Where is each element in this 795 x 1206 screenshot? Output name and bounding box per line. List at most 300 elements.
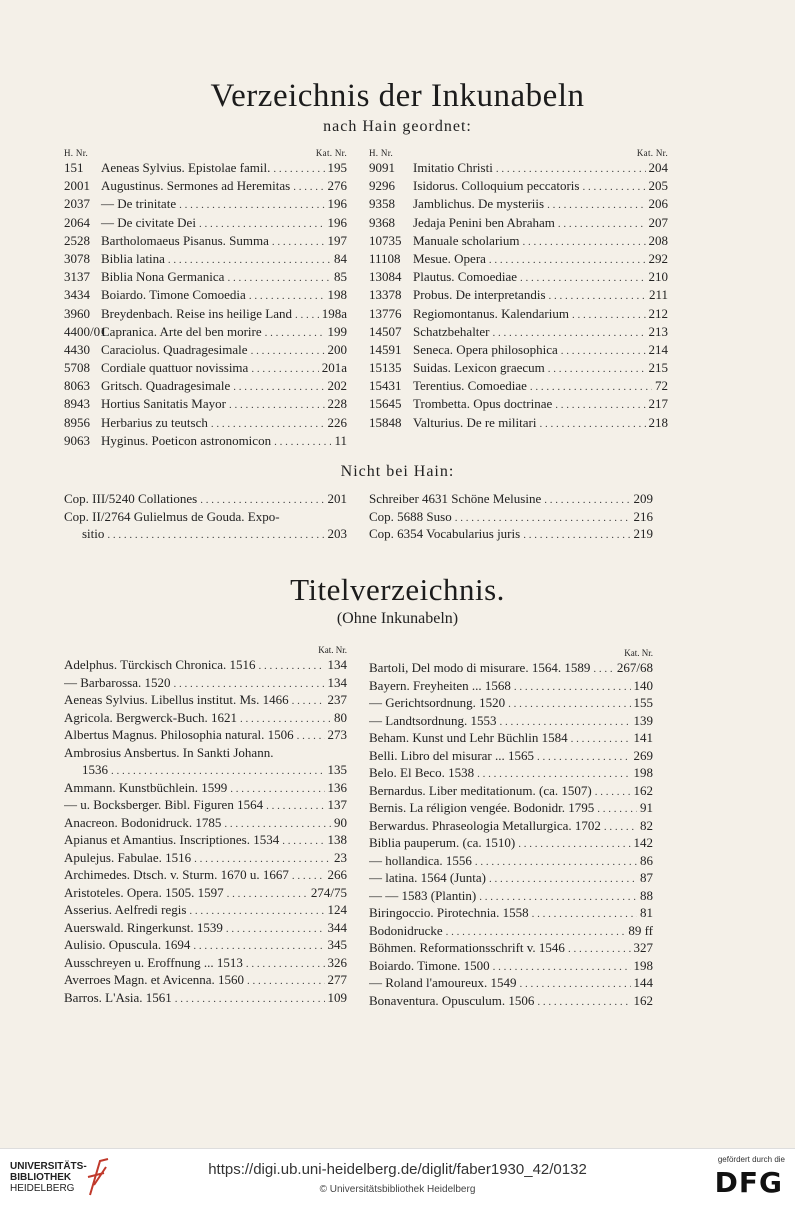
- catalog-number: 198: [633, 765, 653, 780]
- catalog-number: 228: [327, 396, 347, 412]
- dot-leader: [493, 327, 646, 339]
- dot-leader: [571, 733, 631, 745]
- dot-leader: [295, 309, 319, 321]
- catalog-number: 198: [327, 287, 347, 303]
- catalog-number: 292: [648, 250, 668, 266]
- dot-leader: [251, 345, 325, 357]
- hain-number: 2037: [64, 196, 90, 212]
- dot-leader: [200, 494, 324, 506]
- column-header: [64, 148, 347, 160]
- entry-title: Capranica. Arte del ben morire: [101, 323, 262, 339]
- list-item: [64, 762, 347, 780]
- catalog-number: 274/75: [310, 884, 347, 900]
- list-item: [369, 196, 668, 214]
- catalog-number: 344: [327, 919, 347, 935]
- catalog-number: 217: [648, 396, 668, 412]
- entry-title: Ambrosius Ansbertus. In Sankti Johann.: [64, 744, 274, 760]
- dot-leader: [240, 713, 331, 725]
- entry-title: Beham. Kunst und Lehr Büchlin 1584: [369, 730, 568, 745]
- catalog-number: 210: [648, 269, 668, 285]
- list-item: [64, 269, 347, 287]
- list-item: [64, 360, 347, 378]
- catalog-number: 141: [633, 730, 653, 745]
- hain-number: 14507: [369, 323, 402, 339]
- catalog-number: 269: [633, 747, 653, 763]
- entry-title: Trombetta. Opus doctrinae: [413, 396, 553, 412]
- catalog-number: 327: [633, 940, 653, 955]
- dot-leader: [227, 888, 308, 900]
- hain-number: 10735: [369, 232, 402, 248]
- dot-leader: [544, 494, 630, 506]
- library-name-line2: BIBLIOTHEK: [10, 1172, 72, 1183]
- catalog-number: 140: [633, 677, 653, 693]
- dot-leader: [292, 695, 325, 707]
- catalog-number-header: Kat. Nr.: [315, 148, 347, 158]
- entry-title: Bernis. La réligion vengée. Bodonidr. 1795: [369, 800, 595, 815]
- entry-title: Breydenbach. Reise ins heilige Land: [101, 305, 292, 321]
- entry-title: Bartoli, Del modo di misurare. 1564. 1589: [369, 660, 591, 675]
- entry-title: Cop. III/5240 Collationes: [64, 491, 198, 506]
- catalog-number: 203: [327, 526, 347, 541]
- kat-label: Kat. Nr.: [624, 648, 653, 658]
- entry-title: Böhmen. Reformationsschrift v. 1546: [369, 940, 565, 955]
- list-item: [369, 818, 653, 836]
- catalog-number: 86: [640, 852, 653, 868]
- copyright-text: © Universitätsbibliothek Heidelberg: [319, 1184, 476, 1195]
- dot-leader: [537, 751, 630, 763]
- list-item: [369, 491, 653, 509]
- list-item: [369, 730, 653, 748]
- list-item: [64, 937, 347, 955]
- dfg-logo[interactable]: DFG: [714, 1166, 783, 1199]
- dot-leader: [572, 309, 646, 321]
- list-item: [64, 491, 347, 509]
- list-item: [369, 975, 653, 993]
- entry-title: Anacreon. Bodonidruck. 1785: [64, 814, 222, 830]
- entry-title: Regiomontanus. Kalendarium: [413, 305, 569, 321]
- list-item: [64, 415, 347, 433]
- catalog-number: 124: [327, 902, 347, 917]
- entry-title: — De civitate Dei: [101, 214, 196, 230]
- list-item: [369, 853, 653, 871]
- catalog-number: 88: [640, 887, 653, 903]
- dot-leader: [274, 436, 331, 448]
- list-item: [369, 215, 668, 233]
- list-item: [369, 748, 653, 766]
- catalog-number: 195: [327, 160, 347, 175]
- dot-leader: [265, 327, 325, 339]
- hain-number: 13776: [369, 305, 402, 321]
- hain-number: 13084: [369, 269, 402, 285]
- dot-leader: [292, 870, 325, 882]
- catalog-number: 276: [327, 178, 347, 194]
- entry-title: — hollandica. 1556: [369, 852, 472, 868]
- dot-leader: [508, 698, 630, 710]
- catalog-number: 212: [648, 305, 668, 321]
- funding-note: gefördert durch die: [717, 1155, 785, 1164]
- nicht-bei-hain-right-column: [369, 491, 653, 544]
- entry-title: Ammann. Kunstbüchlein. 1599: [64, 779, 228, 795]
- list-item: [369, 713, 653, 731]
- dot-leader: [479, 891, 637, 903]
- entry-title: Auerswald. Ringerkunst. 1539: [64, 919, 223, 935]
- catalog-number: 142: [633, 835, 653, 850]
- kat-header: [369, 648, 653, 660]
- list-item: [64, 657, 347, 675]
- entry-title: — Gerichtsordnung. 1520: [369, 695, 506, 710]
- dot-leader: [568, 943, 631, 955]
- list-item: [64, 727, 347, 745]
- hain-number: 9296: [369, 178, 395, 194]
- list-item: [369, 396, 668, 414]
- catalog-number: 82: [640, 817, 653, 833]
- list-item: [64, 885, 347, 903]
- dot-leader: [520, 978, 631, 990]
- entry-title: Jedaja Penini ben Abraham: [413, 214, 555, 230]
- list-item: [64, 287, 347, 305]
- dot-leader: [604, 821, 637, 833]
- dot-leader: [233, 381, 324, 393]
- catalog-number: 135: [327, 762, 347, 777]
- entry-title: — De trinitate: [101, 196, 177, 212]
- dot-leader: [211, 418, 325, 430]
- entry-title: — Landtsordnung. 1553: [369, 712, 497, 728]
- library-name-line1: UNIVERSITÄTS-: [10, 1161, 87, 1172]
- catalog-number: 196: [327, 196, 347, 212]
- dot-leader: [455, 512, 631, 524]
- permalink-url[interactable]: https://digi.ub.uni-heidelberg.de/diglit/faber1930_42/0132: [208, 1161, 587, 1178]
- entry-title: Biringoccio. Pirotechnia. 1558: [369, 905, 529, 920]
- list-item: [369, 765, 653, 783]
- entry-title: Biblia pauperum. (ca. 1510): [369, 835, 516, 850]
- dot-leader: [272, 236, 325, 248]
- catalog-number: 205: [648, 178, 668, 194]
- entry-title: Adelphus. Türckisch Chronica. 1516: [64, 657, 256, 672]
- dot-leader: [227, 272, 331, 284]
- dot-leader: [174, 678, 325, 690]
- entry-title: Schatzbehalter: [413, 323, 490, 339]
- entry-title: Agricola. Bergwerck-Buch. 1621: [64, 709, 238, 725]
- hain-number: 3960: [64, 305, 90, 321]
- inkunabeln-title: Verzeichnis der Inkunabeln: [210, 78, 585, 114]
- kat-header: [64, 645, 347, 657]
- inkunabeln-subtitle: nach Hain geordnet:: [323, 118, 472, 135]
- hain-number: 9091: [369, 160, 395, 175]
- list-item: [369, 905, 653, 923]
- catalog-number: 326: [327, 954, 347, 970]
- catalog-number: 200: [327, 341, 347, 357]
- hain-number-header: H. Nr.: [369, 148, 394, 158]
- hain-number: 3078: [64, 250, 90, 266]
- catalog-number: 138: [327, 832, 347, 847]
- titel-left-column: [64, 645, 347, 1007]
- catalog-number: 345: [327, 937, 347, 952]
- dot-leader: [475, 856, 637, 868]
- dot-leader: [194, 853, 331, 865]
- catalog-number: 134: [327, 674, 347, 690]
- hain-number: 2001: [64, 178, 90, 194]
- entry-title: Boiardo. Timone. 1500: [369, 957, 490, 973]
- entry-title: Bayern. Freyheiten ... 1568: [369, 677, 511, 693]
- catalog-number: 237: [327, 692, 347, 707]
- list-item: [64, 526, 347, 544]
- dot-leader: [558, 218, 646, 230]
- dot-leader: [549, 290, 646, 302]
- list-item: [64, 251, 347, 269]
- dot-leader: [523, 529, 630, 541]
- dot-leader: [224, 818, 331, 830]
- entry-title: Asserius. Aelfredi regis: [64, 902, 187, 917]
- dot-leader: [247, 975, 324, 987]
- catalog-number: 209: [633, 491, 653, 506]
- hain-number: 8956: [64, 414, 90, 430]
- dot-leader: [582, 181, 645, 193]
- list-item: [369, 178, 668, 196]
- list-item: [369, 940, 653, 958]
- catalog-number: 85: [334, 269, 347, 285]
- dot-leader: [499, 716, 630, 728]
- entry-title: Manuale scholarium: [413, 232, 520, 248]
- dot-leader: [111, 765, 325, 777]
- catalog-number: 199: [327, 323, 347, 339]
- entry-title: Bodonidrucke: [369, 922, 443, 938]
- hain-number: 5708: [64, 360, 90, 376]
- catalog-number: 80: [334, 709, 347, 725]
- list-item: [369, 306, 668, 324]
- hain-number: 14591: [369, 341, 402, 357]
- dot-leader: [446, 926, 626, 938]
- dot-leader: [537, 996, 630, 1008]
- entry-title: Apianus et Amantius. Inscriptiones. 1534: [64, 832, 280, 847]
- catalog-number: 214: [648, 341, 668, 357]
- titel-right-column: [369, 648, 653, 1010]
- list-item: [64, 902, 347, 920]
- entry-title: Cordiale quattuor novissima: [101, 360, 249, 376]
- entry-title: Biblia Nona Germanica: [101, 269, 225, 285]
- list-item: [64, 324, 347, 342]
- nicht-bei-hain-left-column: [64, 491, 347, 544]
- catalog-number: 204: [648, 160, 668, 175]
- list-item: [64, 797, 347, 815]
- dot-leader: [226, 923, 325, 935]
- dot-leader: [518, 838, 630, 850]
- dot-leader: [496, 163, 646, 175]
- dot-leader: [477, 768, 630, 780]
- entry-title: Boiardo. Timone Comoedia: [101, 287, 246, 303]
- entry-title: Apulejus. Fabulae. 1516: [64, 849, 192, 865]
- list-item: [369, 251, 668, 269]
- entry-title: Bartholomaeus Pisanus. Summa: [101, 232, 269, 248]
- dot-leader: [539, 418, 645, 430]
- list-item: [369, 378, 668, 396]
- list-item: [64, 233, 347, 251]
- dot-leader: [273, 163, 324, 175]
- list-item: [64, 710, 347, 728]
- entry-title: Berwardus. Phraseologia Metallurgica. 1702: [369, 817, 601, 833]
- catalog-number: 23: [334, 849, 347, 865]
- dot-leader: [282, 835, 324, 847]
- list-item: [64, 972, 347, 990]
- catalog-number: 267/68: [616, 660, 653, 675]
- list-item: [64, 990, 347, 1008]
- entry-title: Averroes Magn. et Avicenna. 1560: [64, 972, 245, 987]
- catalog-number: 136: [327, 779, 347, 795]
- entry-title: Barros. L'Asia. 1561: [64, 989, 172, 1005]
- entry-title: Mesue. Opera: [413, 250, 486, 266]
- catalog-number: 219: [633, 526, 653, 541]
- list-item: [64, 920, 347, 938]
- entry-title: sitio: [82, 526, 105, 541]
- entry-title: — u. Bocksberger. Bibl. Figuren 1564: [64, 797, 264, 812]
- catalog-number: 162: [633, 782, 653, 798]
- dot-leader: [489, 254, 646, 266]
- catalog-number: 277: [327, 972, 347, 987]
- catalog-number: 91: [640, 800, 653, 815]
- list-item: [64, 396, 347, 414]
- dot-leader: [297, 730, 325, 742]
- list-item: [369, 324, 668, 342]
- list-item: [64, 867, 347, 885]
- list-item: [369, 678, 653, 696]
- catalog-number: 213: [648, 323, 668, 339]
- dot-leader: [555, 399, 645, 411]
- entry-title: Aristoteles. Opera. 1505. 1597: [64, 884, 224, 900]
- list-item: [369, 958, 653, 976]
- entry-title: — Barbarossa. 1520: [64, 674, 171, 690]
- catalog-number: 207: [648, 214, 668, 230]
- dot-leader: [548, 363, 646, 375]
- list-item: [64, 850, 347, 868]
- hain-number: 2528: [64, 232, 90, 248]
- entry-title: 1536: [82, 762, 108, 777]
- catalog-number: 137: [327, 797, 347, 812]
- dot-leader: [595, 786, 631, 798]
- inkunabeln-left-column: [64, 148, 347, 451]
- list-item: [64, 433, 347, 451]
- catalog-number: 266: [327, 867, 347, 882]
- catalog-number: 162: [633, 992, 653, 1008]
- hain-number: 4430: [64, 341, 90, 357]
- dot-leader: [258, 660, 324, 672]
- list-item: [64, 306, 347, 324]
- entry-title: Bonaventura. Opusculum. 1506: [369, 992, 535, 1008]
- entry-title: Probus. De interpretandis: [413, 287, 546, 303]
- catalog-number: 87: [640, 870, 653, 885]
- column-header: [369, 148, 668, 160]
- list-item: [64, 692, 347, 710]
- catalog-number: 144: [633, 975, 653, 990]
- catalog-number-header: Kat. Nr.: [636, 148, 668, 158]
- hain-number: 9063: [64, 432, 90, 448]
- list-item: [369, 509, 653, 527]
- dot-leader: [520, 272, 646, 284]
- list-item: [369, 835, 653, 853]
- list-item: [369, 526, 653, 544]
- hain-number: 3434: [64, 287, 90, 303]
- dot-leader: [199, 218, 325, 230]
- entry-title: Isidorus. Colloquium peccatoris: [413, 178, 580, 194]
- list-item: [64, 196, 347, 214]
- list-item: [369, 415, 668, 433]
- catalog-number: 155: [633, 695, 653, 710]
- list-item: [64, 215, 347, 233]
- entry-title: Hyginus. Poeticon astronomicon: [101, 432, 272, 448]
- entry-title: Schreiber 4631 Schöne Melusine: [369, 491, 542, 506]
- entry-title: Valturius. De re militari: [413, 414, 537, 430]
- catalog-number: 202: [327, 378, 347, 394]
- list-item: [369, 269, 668, 287]
- hain-number: 9358: [369, 196, 395, 212]
- entry-title: Plautus. Comoediae: [413, 269, 517, 285]
- entry-title: Belli. Libro del misurar ... 1565: [369, 747, 535, 763]
- hain-number: 11108: [369, 250, 401, 266]
- entry-title: Suidas. Lexicon graecum: [413, 360, 545, 376]
- catalog-number: 211: [648, 287, 668, 303]
- dot-leader: [547, 199, 645, 211]
- entry-title: Albertus Magnus. Philosophia natural. 1506: [64, 727, 294, 742]
- list-item: [369, 800, 653, 818]
- catalog-number: 198a: [321, 305, 347, 321]
- catalog-number: 139: [633, 712, 653, 728]
- list-item: [64, 780, 347, 798]
- entry-title: Caraciolus. Quadragesimale: [101, 341, 248, 357]
- dot-leader: [293, 181, 324, 193]
- dot-leader: [266, 800, 324, 812]
- hain-number-header: H. Nr.: [64, 148, 89, 158]
- dot-leader: [246, 958, 325, 970]
- list-item: [64, 955, 347, 973]
- dot-leader: [249, 290, 325, 302]
- catalog-number: 11: [334, 432, 347, 448]
- list-item: [369, 923, 653, 941]
- catalog-number: 226: [327, 414, 347, 430]
- entry-title: Augustinus. Sermones ad Heremitas: [101, 178, 291, 194]
- list-item: [369, 160, 668, 178]
- hain-number: 13378: [369, 287, 402, 303]
- hain-number: 151: [64, 160, 84, 175]
- entry-title: Aulisio. Opuscula. 1694: [64, 937, 191, 952]
- dot-leader: [530, 381, 652, 393]
- list-item: [369, 360, 668, 378]
- hain-number: 2064: [64, 214, 90, 230]
- entry-title: Belo. El Beco. 1538: [369, 765, 475, 780]
- list-item: [64, 378, 347, 396]
- entry-title: Seneca. Opera philosophica: [413, 341, 558, 357]
- dot-leader: [229, 399, 325, 411]
- catalog-number: 216: [633, 508, 653, 524]
- dot-leader: [514, 681, 631, 693]
- list-item: [369, 993, 653, 1011]
- catalog-number: 134: [327, 657, 347, 672]
- hain-number: 4400/01: [64, 323, 107, 339]
- entry-title: Bernardus. Liber meditationum. (ca. 1507): [369, 782, 592, 798]
- hain-number: 8943: [64, 396, 90, 412]
- list-item: [64, 342, 347, 360]
- catalog-number: 81: [640, 905, 653, 920]
- entry-title: — latina. 1564 (Junta): [369, 870, 486, 885]
- entry-title: Cop. II/2764 Gulielmus de Gouda. Expo-: [64, 508, 280, 524]
- catalog-number: 208: [648, 232, 668, 248]
- dot-leader: [175, 993, 325, 1005]
- kat-label: Kat. Nr.: [318, 645, 347, 655]
- hain-number: 15135: [369, 360, 402, 376]
- dot-leader: [230, 783, 324, 795]
- list-item: [369, 783, 653, 801]
- list-item: [64, 509, 347, 527]
- list-item: [64, 815, 347, 833]
- list-item: [369, 660, 653, 678]
- catalog-number: 201a: [321, 360, 347, 376]
